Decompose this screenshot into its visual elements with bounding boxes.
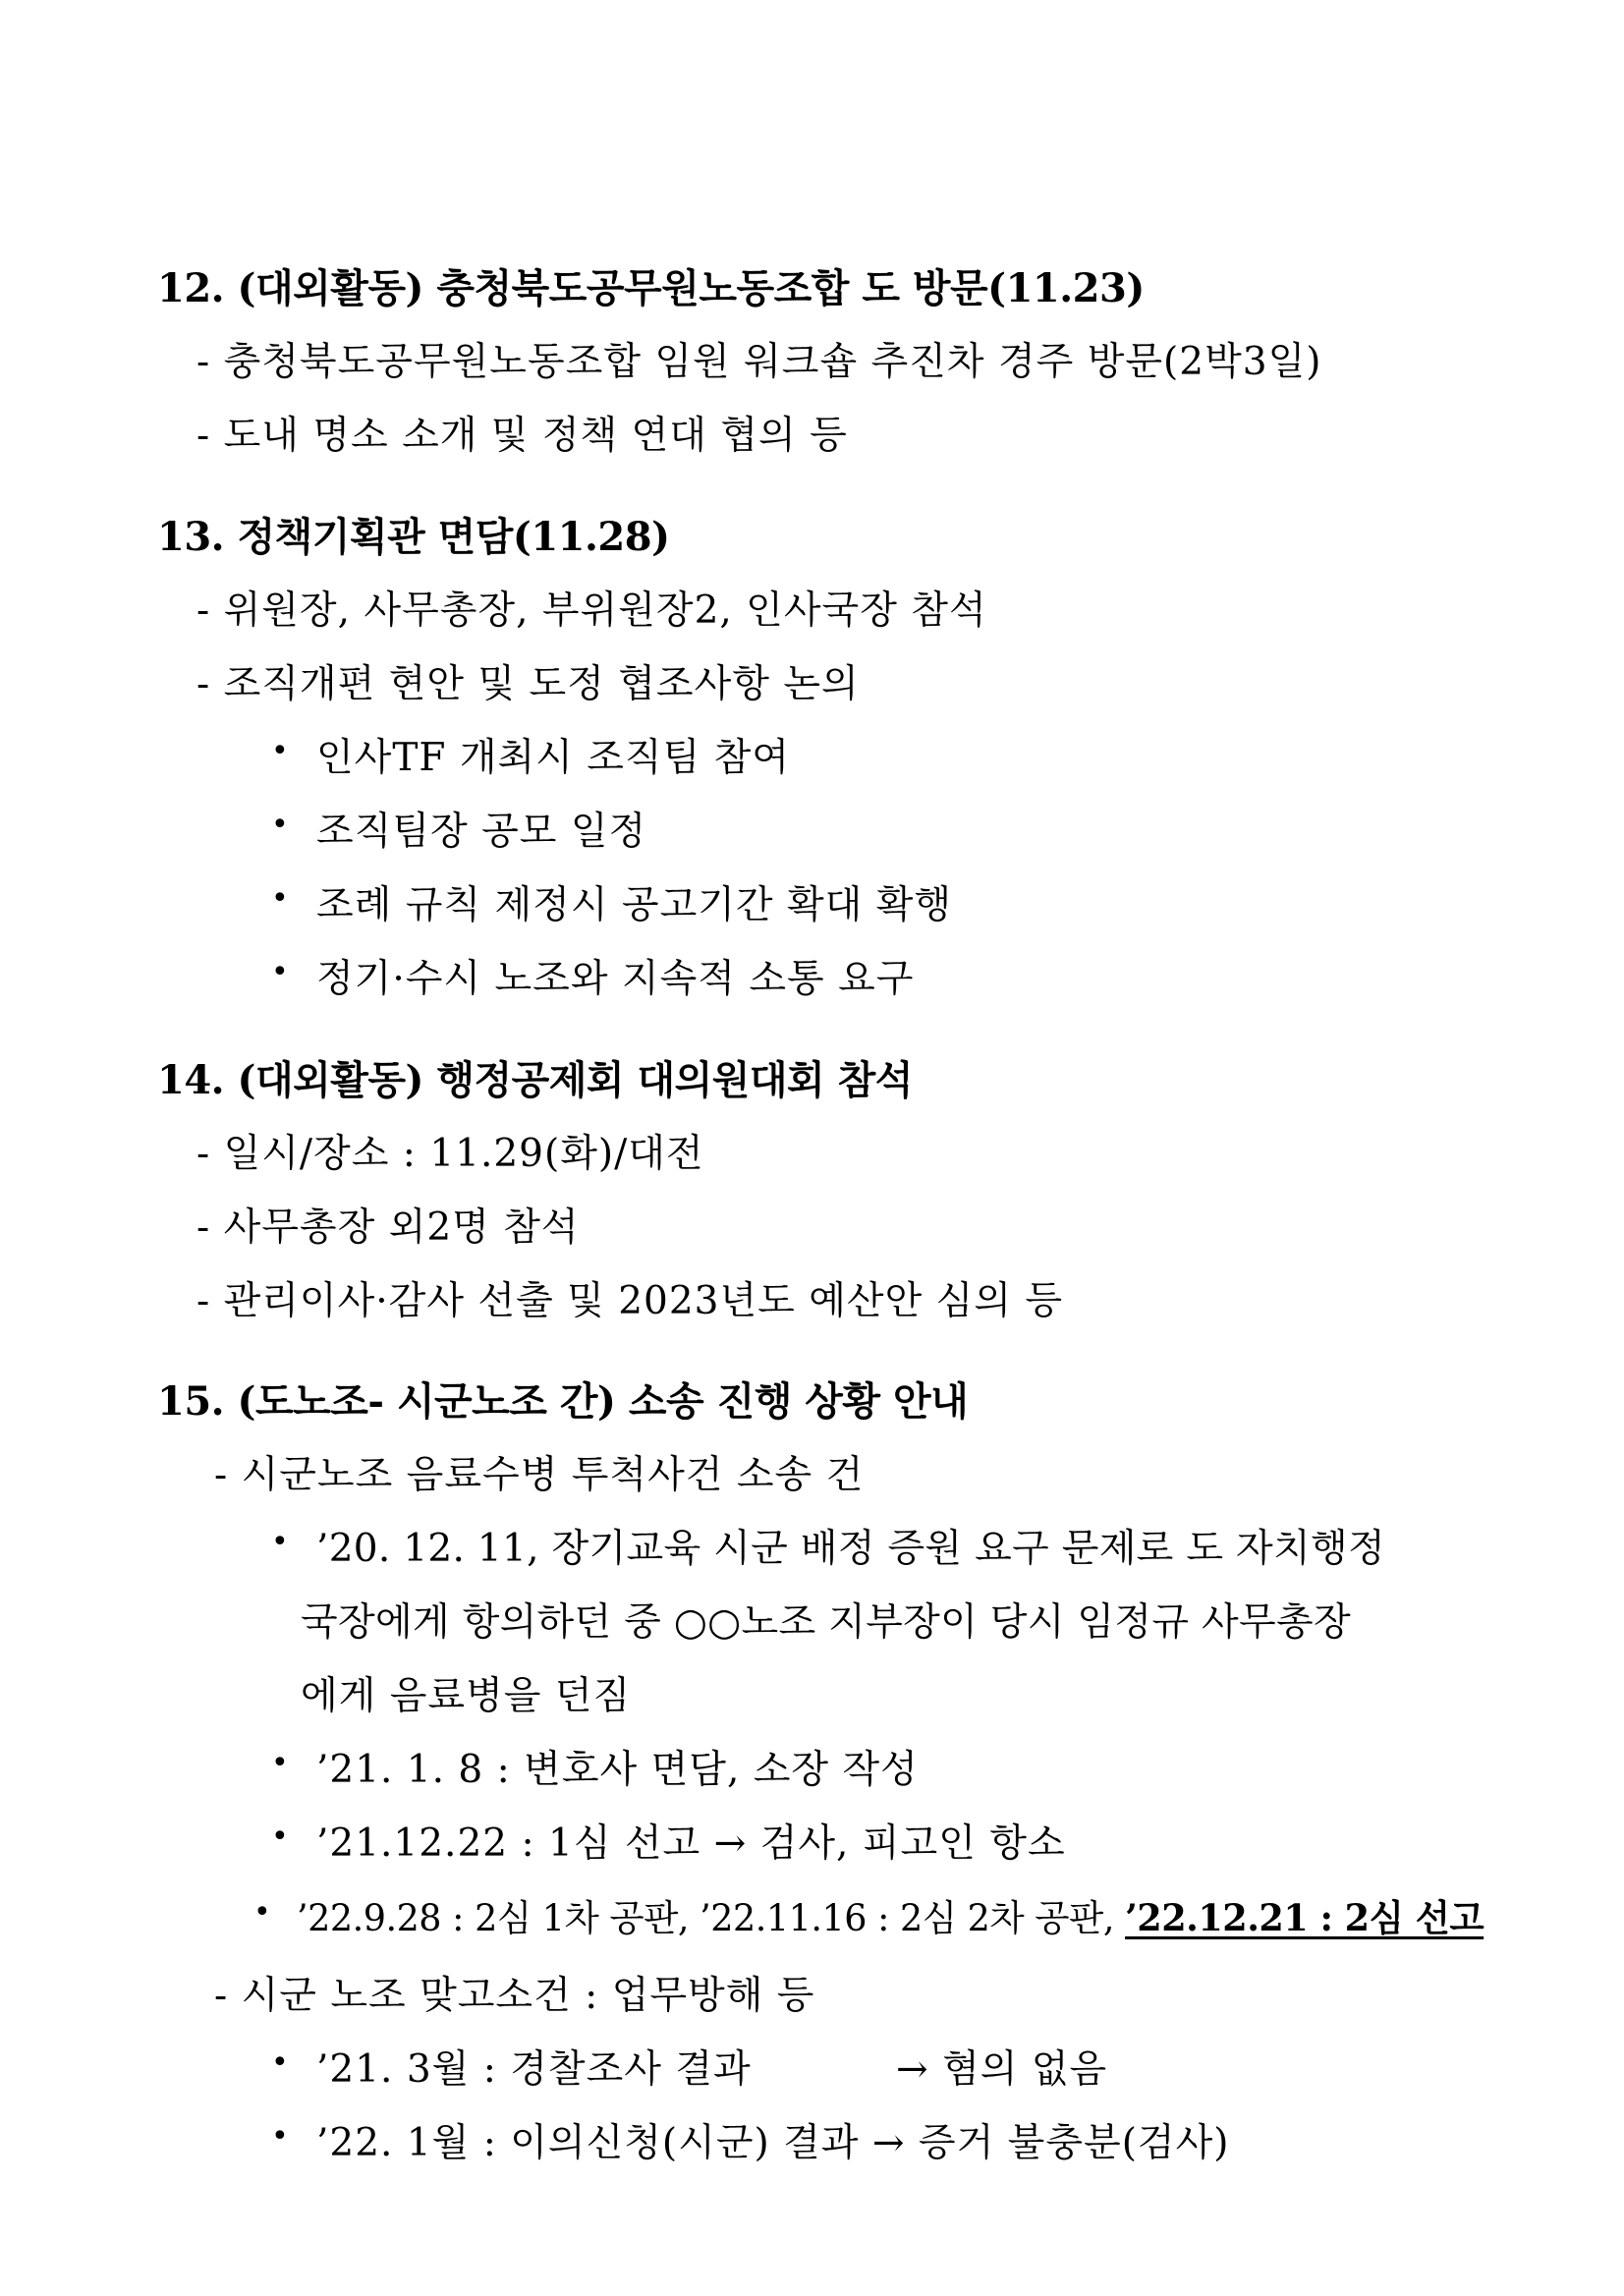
section-12-item-2: - 도내 명소 소개 및 정책 연대 협의 등 <box>196 414 848 458</box>
section-15-sub2-bullet-1a: ’21. 3월 : 경찰조사 결과 <box>316 2047 752 2092</box>
section-13-item-2: - 조직개편 현안 및 도정 협조사항 논의 <box>196 662 860 706</box>
section-13-bullet-3: 조례 규칙 제정시 공고기간 확대 확행 <box>316 883 953 927</box>
bullet-icon: • <box>271 881 289 916</box>
section-15-sub-1: - 시군노조 음료수병 투척사건 소송 건 <box>214 1453 865 1497</box>
section-15-sub-2: - 시군 노조 맞고소건 : 업무방해 등 <box>214 1974 815 2018</box>
section-14-item-3: - 관리이사·감사 선출 및 2023년도 예산안 심의 등 <box>196 1279 1064 1323</box>
section-15-bullet-1-line-3: 에게 음료병을 던짐 <box>301 1674 632 1718</box>
section-12-item-1: - 충청북도공무원노동조합 임원 워크숍 추진차 경주 방문(2박3일) <box>196 340 1322 384</box>
section-15-bullet-3: ’21.12.22 : 1심 선고 → 검사, 피고인 항소 <box>316 1821 1066 1866</box>
section-14-title: 14. (대외활동) 행정공제회 대의원대회 참석 <box>157 1057 913 1103</box>
bullet-icon: • <box>271 1525 289 1559</box>
section-13-item-1: - 위원장, 사무총장, 부위원장2, 인사국장 참석 <box>196 588 987 633</box>
section-15-bullet-4 <box>297 1888 1484 1941</box>
section-14-item-1: - 일시/장소 : 11.29(화)/대전 <box>196 1132 704 1176</box>
bullet-icon: • <box>271 2045 289 2080</box>
section-14-item-2: - 사무총장 외2명 참석 <box>196 1205 580 1250</box>
bullet-icon: • <box>253 1895 271 1930</box>
bullet-icon: • <box>271 955 289 989</box>
section-15-bullet-4-highlight: ’22.12.21 : 2심 선고 <box>1125 1896 1484 1939</box>
bullet-icon: • <box>271 1820 289 1854</box>
section-15-bullet-1-line-1: ’20. 12. 11, 장기교육 시군 배정 증원 요구 문제로 도 자치행정 <box>316 1527 1385 1571</box>
bullet-icon: • <box>271 734 289 768</box>
section-13-bullet-1: 인사TF 개최시 조직팀 참여 <box>316 736 791 780</box>
section-15-title: 15. (도노조- 시군노조 간) 소송 진행 상황 안내 <box>157 1378 969 1425</box>
section-15-sub2-bullet-1b: → 혐의 없음 <box>896 2047 1108 2092</box>
section-15-bullet-4-text: ’22.9.28 : 2심 1차 공판, ’22.11.16 : 2심 2차 공판, <box>297 1897 1126 1939</box>
bullet-icon: • <box>271 808 289 842</box>
section-13-bullet-4: 정기·수시 노조와 지속적 소통 요구 <box>316 957 915 1001</box>
section-13-title: 13. 정책기획관 면담(11.28) <box>157 514 670 560</box>
bullet-icon: • <box>271 1746 289 1780</box>
section-15-bullet-2: ’21. 1. 8 : 변호사 면담, 소장 작성 <box>316 1748 919 1792</box>
section-15-bullet-1-line-2: 국장에게 항의하던 중 ○○노조 지부장이 당시 임정규 사무총장 <box>301 1600 1351 1645</box>
bullet-icon: • <box>271 2119 289 2154</box>
section-12-title: 12. (대외활동) 충청북도공무원노동조합 도 방문(11.23) <box>157 265 1145 311</box>
section-15-sub2-bullet-2: ’22. 1월 : 이의신청(시군) 결과 → 증거 불충분(검사) <box>316 2121 1230 2165</box>
section-13-bullet-2: 조직팀장 공모 일정 <box>316 810 647 854</box>
